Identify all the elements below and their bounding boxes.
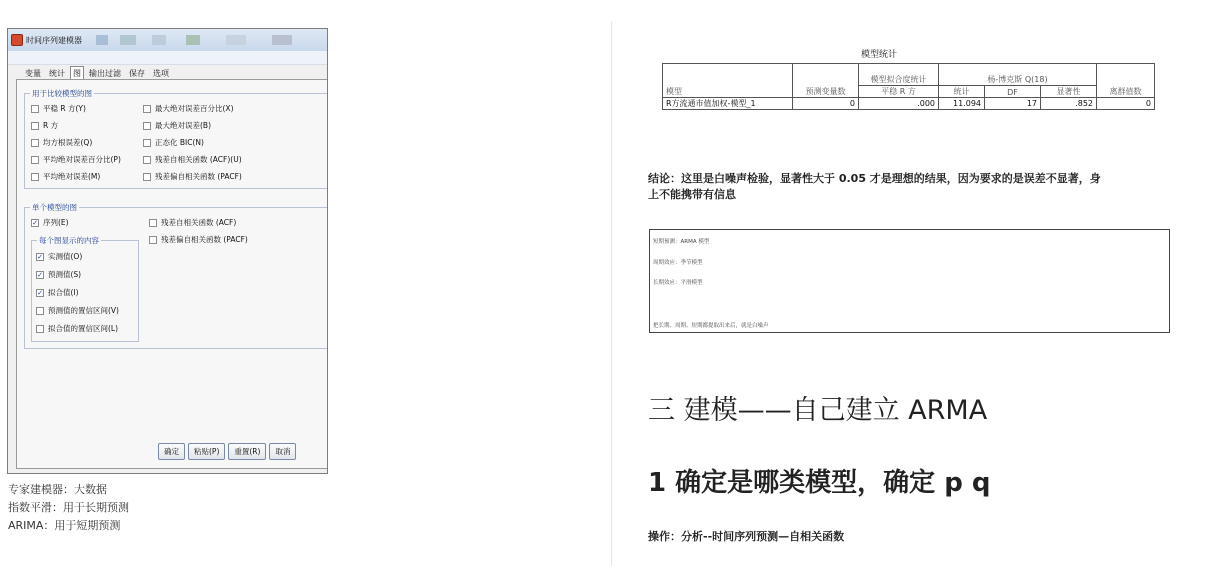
dialog-band <box>8 51 327 65</box>
option-residual-pacf[interactable] <box>143 171 242 182</box>
option-label: 最大绝对误差(B) <box>155 121 211 130</box>
option-fit[interactable] <box>36 287 79 298</box>
checkbox[interactable] <box>36 307 44 315</box>
cell-predictors: 0 <box>793 98 859 110</box>
header-stationary-r2: 平稳 R 方 <box>859 86 939 98</box>
checkbox[interactable] <box>31 173 39 181</box>
operation-text: 操作：分析--时间序列预测—自相关函数 <box>648 530 845 543</box>
conclusion-paragraph <box>648 171 1218 203</box>
option-label: 残差偏自相关函数 (PACF) <box>161 235 248 244</box>
dialog-title: 时间序列建模器 <box>26 35 82 45</box>
option-stationary-r2[interactable] <box>31 103 86 114</box>
conclusion-line-2: 上不能携带有信息 <box>648 188 736 201</box>
option-forecast[interactable] <box>36 269 81 280</box>
checkbox[interactable] <box>143 139 151 147</box>
checkbox[interactable] <box>31 122 39 130</box>
checkbox[interactable] <box>143 122 151 130</box>
cell-df: 17 <box>985 98 1041 110</box>
app-icon <box>11 34 23 46</box>
option-label: 实测值(O) <box>48 252 83 261</box>
option-label: R 方 <box>43 121 59 130</box>
model-statistics-table <box>662 63 1155 110</box>
option-forecast-ci[interactable] <box>36 305 119 316</box>
option-normalized-bic[interactable] <box>143 137 204 148</box>
option-label: 平均绝对误差(M) <box>43 172 101 181</box>
blurred-toolbar <box>96 35 316 45</box>
option-label: 均方根误差(Q) <box>43 138 93 147</box>
checkbox[interactable] <box>143 105 151 113</box>
notes-image-box <box>649 229 1170 333</box>
tab-options[interactable]: 选项 <box>153 69 169 78</box>
header-df: DF <box>985 86 1041 98</box>
reset-button[interactable]: 重置(R) <box>228 443 266 460</box>
cell-significance: .852 <box>1041 98 1097 110</box>
header-fit-group: 模型拟合度统计 <box>859 64 939 86</box>
checkbox[interactable] <box>143 156 151 164</box>
option-label: 最大绝对误差百分比(X) <box>155 104 234 113</box>
tab-plots[interactable]: 图 <box>70 66 84 81</box>
checkbox[interactable] <box>143 173 151 181</box>
checkbox-checked[interactable] <box>36 271 44 279</box>
section-heading: 三 建模——自己建立 ARMA <box>648 395 988 426</box>
option-label: 残差自相关函数 (ACF)(U) <box>155 155 242 164</box>
paste-button[interactable]: 粘贴(P) <box>188 443 225 460</box>
stats-table-title: 模型统计 <box>861 50 898 60</box>
plot-contents-group <box>31 236 139 342</box>
page-divider <box>611 22 612 566</box>
option-label: 残差偏自相关函数 (PACF) <box>155 172 242 181</box>
single-model-legend: 单个模型的图 <box>32 203 77 212</box>
note-long-term: 长期效应：平滑模型 <box>653 280 703 286</box>
header-model: 模型 <box>663 64 793 98</box>
option-label: 正态化 BIC(N) <box>155 138 204 147</box>
option-label: 预测值的置信区间(V) <box>48 306 119 315</box>
compare-models-legend: 用于比较模型的图 <box>32 89 92 98</box>
option-mae[interactable] <box>31 171 100 182</box>
cell-outliers: 0 <box>1097 98 1155 110</box>
header-statistic: 统计 <box>939 86 985 98</box>
subsection-heading: 1 确定是哪类模型，确定 p q <box>648 468 991 498</box>
checkbox[interactable] <box>149 236 157 244</box>
header-significance: 显著性 <box>1041 86 1097 98</box>
option-r2[interactable] <box>31 120 58 131</box>
note-arima: ARIMA：用于短期预测 <box>8 519 121 532</box>
option-label: 残差自相关函数 (ACF) <box>161 218 237 227</box>
option-observed[interactable] <box>36 251 82 262</box>
note-expert-modeler: 专家建模器：大数据 <box>8 483 107 496</box>
option-label: 平稳 R 方(Y) <box>43 104 86 113</box>
option-label: 平均绝对误差百分比(P) <box>43 155 121 164</box>
note-white-noise: 把长期、周期、短期都提取出来后，就是白噪声 <box>653 323 769 329</box>
header-outliers: 离群值数 <box>1097 64 1155 98</box>
note-short-term: 短期预测：ARMA 模型 <box>653 239 710 245</box>
checkbox[interactable] <box>31 156 39 164</box>
option-label: 序列(E) <box>43 218 69 227</box>
plot-contents-legend: 每个图显示的内容 <box>39 236 99 245</box>
ok-button[interactable]: 确定 <box>158 443 185 460</box>
option-label: 预测值(S) <box>48 270 82 279</box>
tab-variables[interactable]: 变量 <box>25 69 41 78</box>
cell-fit: .000 <box>859 98 939 110</box>
cell-model: R方流通市值加权-模型_1 <box>663 98 793 110</box>
option-label: 拟合值的置信区间(L) <box>48 324 119 333</box>
option-rmse[interactable] <box>31 137 92 148</box>
tab-output-filter[interactable]: 输出过滤 <box>89 69 121 78</box>
note-periodic: 周期效应：季节模型 <box>653 260 703 266</box>
option-series[interactable] <box>31 217 69 228</box>
option-fit-ci[interactable] <box>36 323 118 334</box>
dialog-titlebar <box>8 29 327 51</box>
checkbox-checked[interactable] <box>31 219 39 227</box>
table-row <box>663 98 1155 110</box>
option-residual-acf[interactable] <box>143 154 242 165</box>
cancel-button[interactable]: 取消 <box>269 443 296 460</box>
option-maxae[interactable] <box>143 120 211 131</box>
single-model-group <box>24 203 328 349</box>
option-mape[interactable] <box>31 154 121 165</box>
option-single-residual-acf[interactable] <box>149 217 236 228</box>
dialog-buttons <box>158 443 299 460</box>
note-exponential-smoothing: 指数平滑：用于长期预测 <box>8 501 129 514</box>
header-predictors: 预测变量数 <box>793 64 859 98</box>
left-notes <box>8 481 129 535</box>
checkbox[interactable] <box>149 219 157 227</box>
checkbox-checked[interactable] <box>36 289 44 297</box>
compare-models-group <box>24 89 328 189</box>
plots-tab-panel <box>16 79 328 469</box>
option-label: 拟合值(I) <box>48 288 79 297</box>
option-maxape[interactable] <box>143 103 234 114</box>
time-series-modeler-dialog <box>7 28 328 474</box>
checkbox[interactable] <box>31 139 39 147</box>
tab-statistics[interactable]: 统计 <box>49 69 65 78</box>
cell-statistic: 11.094 <box>939 98 985 110</box>
checkbox[interactable] <box>31 105 39 113</box>
header-ljung-box: 杨-博克斯 Q(18) <box>939 64 1097 86</box>
option-single-residual-pacf[interactable] <box>149 234 248 245</box>
checkbox[interactable] <box>36 325 44 333</box>
conclusion-line-1: 结论：这里是白噪声检验，显著性大于 0.05 才是理想的结果，因为要求的是误差不显著，身 <box>648 172 1101 185</box>
tab-save[interactable]: 保存 <box>129 69 145 78</box>
checkbox-checked[interactable] <box>36 253 44 261</box>
